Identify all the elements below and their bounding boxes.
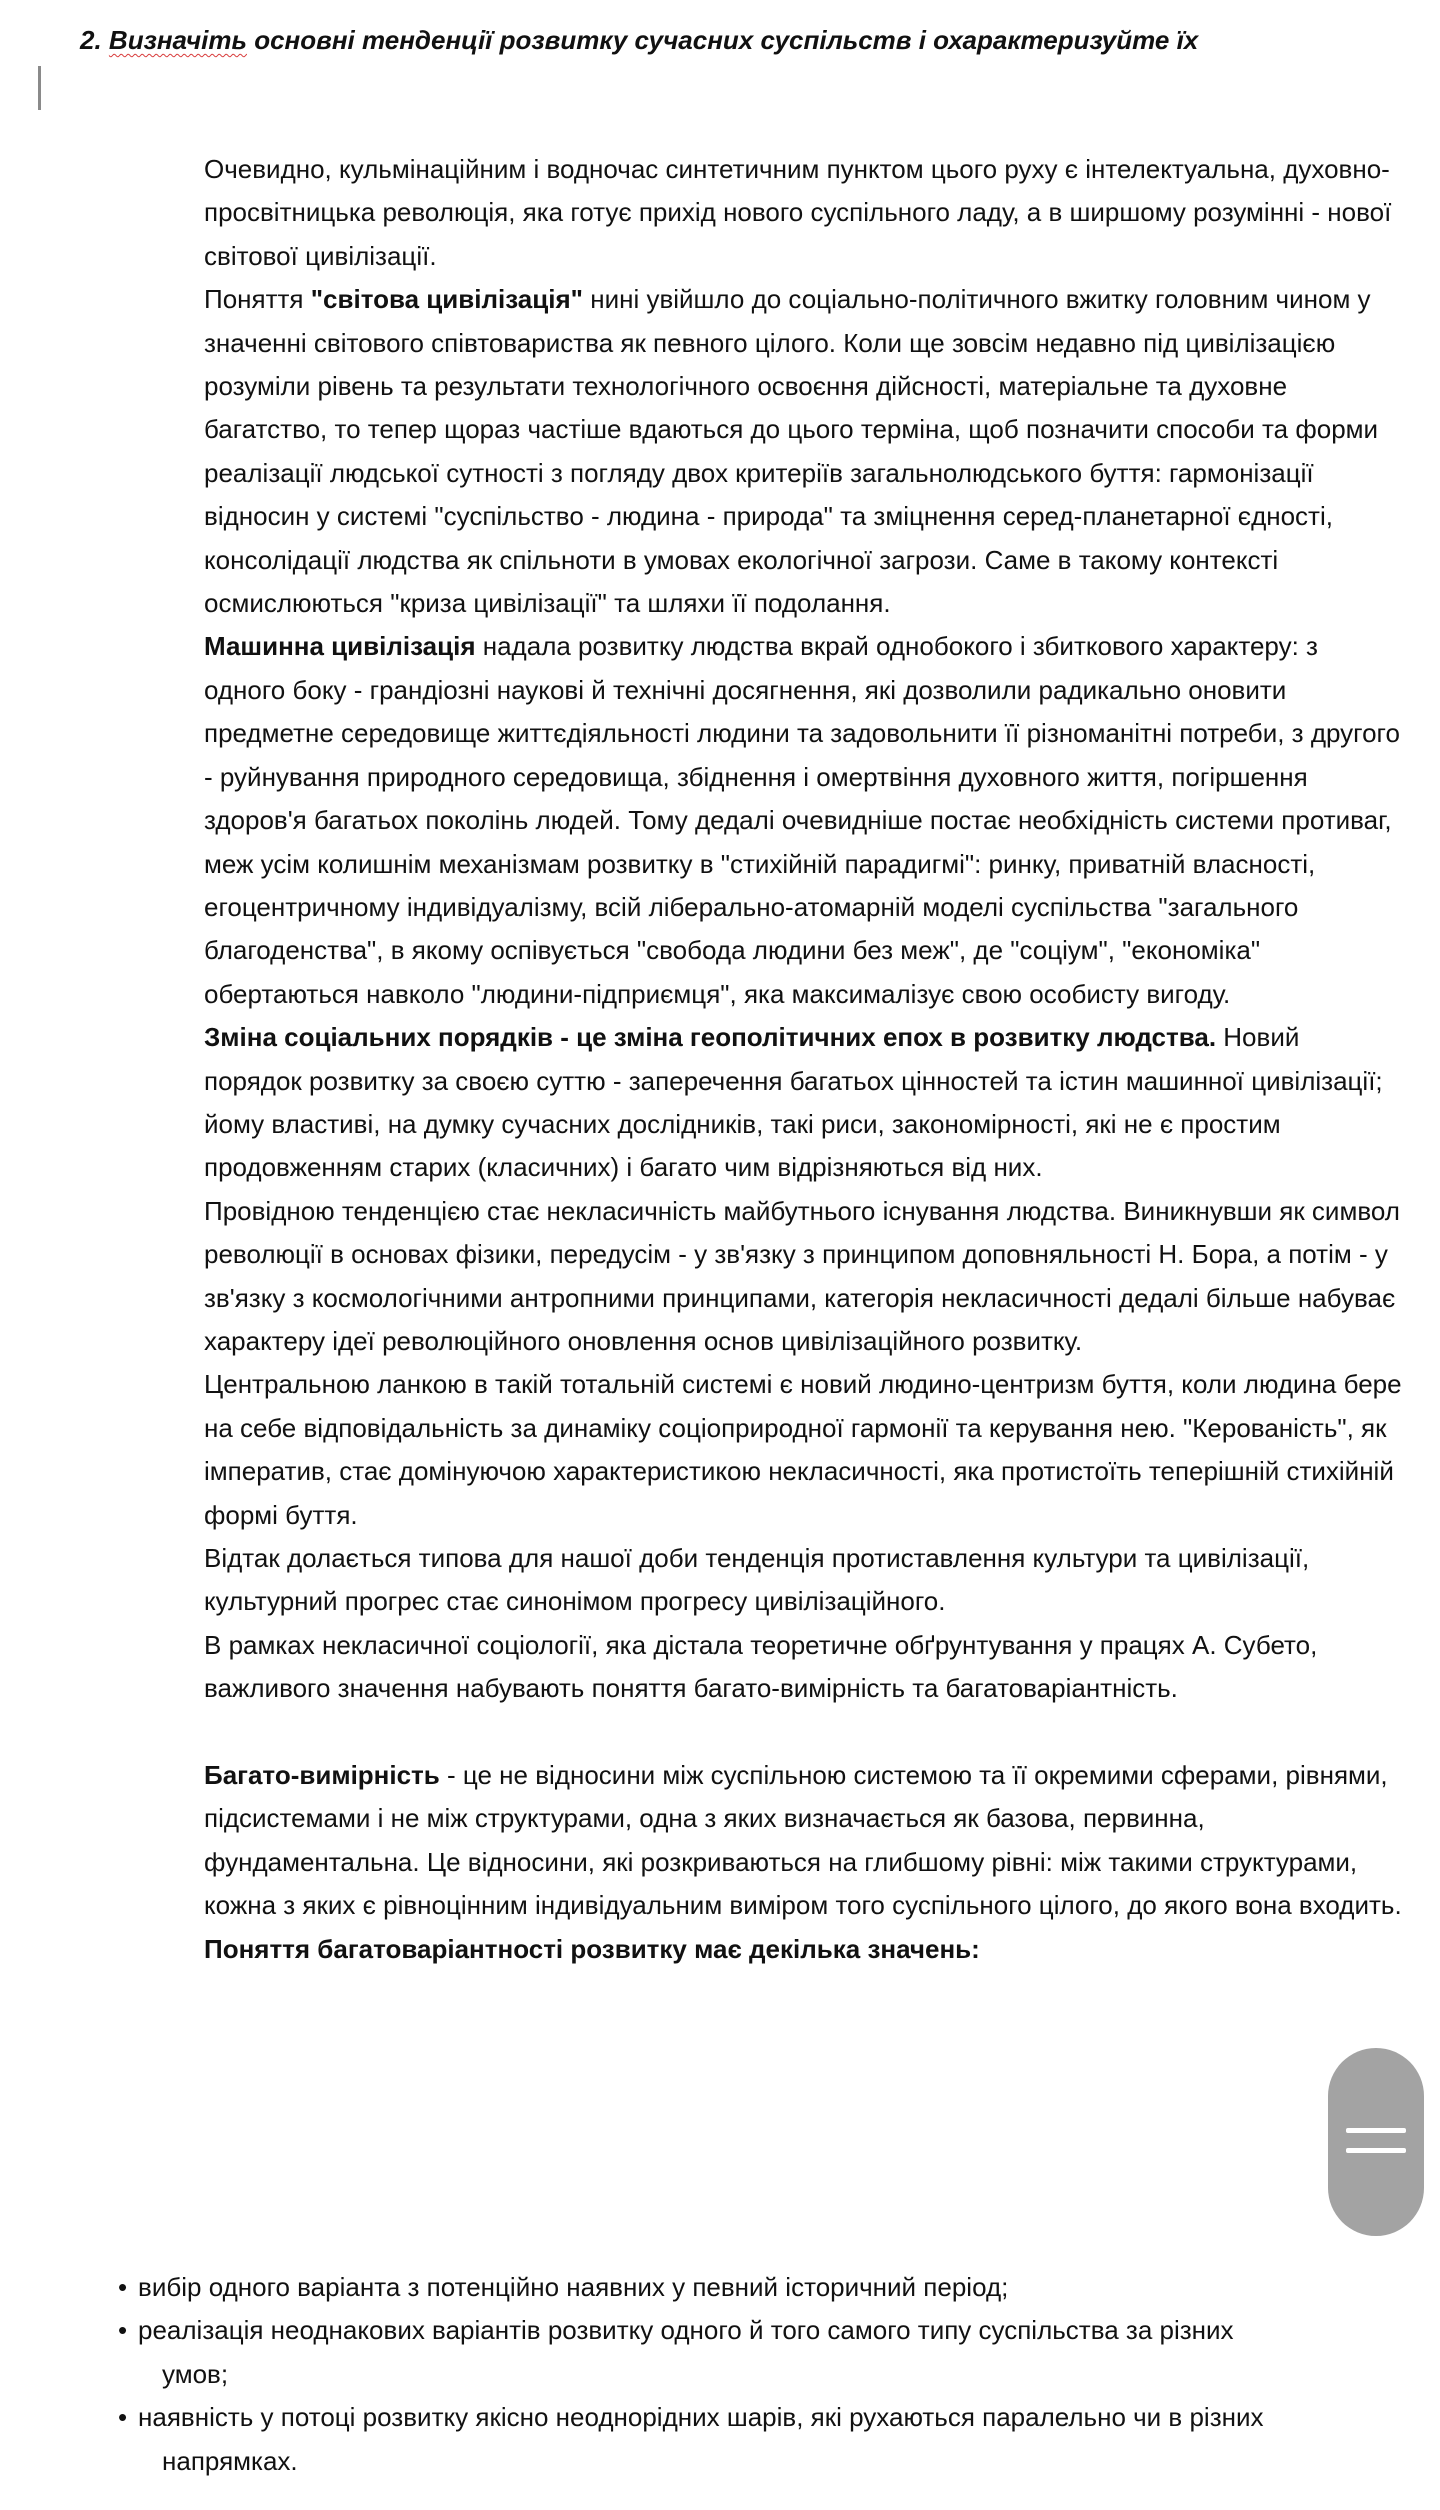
paragraph-multidimensionality (204, 1754, 1404, 1928)
list-item (118, 2266, 1368, 2309)
bold-term: Поняття багатоваріантності розвитку має декілька значень: (204, 1933, 980, 1964)
bold-term: Багато-вимірність (204, 1760, 440, 1791)
document-body (204, 148, 1404, 1971)
paragraph-text: В рамках некласичної соціології, яка дістала теоретичне обґрунтування у працях А. Субето, важливого значення набувають поняття багато-вимірність та багатоваріантність. (204, 1629, 1318, 1704)
text-cursor (38, 66, 41, 110)
bullet-icon: • (118, 2315, 128, 2346)
bold-term: Машинна цивілізація (204, 631, 476, 662)
paragraph-text: нині увійшло до соціально-політичного вжитку головним чином у значенні світового співтовариства як певного цілого. Коли ще зовсім недавно під цивілізацією розуміли рівень та результати технологічного освоєння дійсності, матеріальне та духовне багатство, то тепер щораз частіше вдаються до цього терміна, щоб позначити способи та форми реалізації людської сутності з погляду двох критеріїв загальнолюдського буття: гармонізації відносин у системі "суспільство - людина - природа" та зміцнення серед-планетарної єдності, консолідації людства як спільноти в умовах екологічної загрози. Саме в такому контексті осмислюються "криза цивілізації" та шляхи її подолання. (204, 284, 1379, 619)
paragraph-text: - це не відносини між суспільною системою та її окремими сферами, рівнями, підсистемами і не між структурами, одна з яких визначається як базова, первинна, фундаментальна. Це відносини, які розкриваються на глибшому рівні: між такими структурами, кожна з яких є рівноцінним індивідуальним виміром того суспільного цілого, до якого вона входить. (204, 1760, 1402, 1921)
bullet-icon: • (118, 2402, 128, 2433)
list-item-text: вибір одного варіанта з потенційно наявних у певний історичний період; (138, 2272, 1009, 2302)
list-item (118, 2309, 1368, 2396)
bullet-icon: • (118, 2272, 128, 2302)
paragraph-nonclassicality (204, 1190, 1404, 1364)
paragraph-text: Поняття (204, 284, 311, 315)
bold-term: Зміна соціальних порядків - це зміна геополітичних епох в розвитку людства. (204, 1022, 1217, 1053)
paragraph-text: Провідною тенденцією стає некласичність майбутнього існування людства. Виникнувши як символ революції в основах фізики, передусім - у зв'язку з принципом доповняльності Н. Бора, а потім - у зв'язку з космологічними антропними принципами, категорія некласичності дедалі більше набуває характеру ідеї революційного оновлення основ цивілізаційного розвитку. (204, 1195, 1400, 1356)
paragraph-human-centrism (204, 1363, 1404, 1537)
paragraph-social-orders (204, 1016, 1404, 1190)
paragraph-multivariance-heading (204, 1928, 1404, 1971)
scroll-handle[interactable] (1328, 2048, 1424, 2236)
list-item (118, 2396, 1368, 2483)
list-item-continuation: напрямках. (162, 2445, 298, 2476)
grip-line-icon (1346, 2128, 1406, 2133)
paragraph-culture-civilization (204, 1537, 1404, 1624)
bullet-list (118, 2266, 1368, 2483)
paragraph-intellectual-revolution (204, 148, 1404, 278)
question-heading (80, 22, 1400, 58)
paragraph-nonclassical-sociology (204, 1624, 1404, 1711)
list-item-text: реалізація неоднакових варіантів розвитку одного й того самого типу суспільства за різних (138, 2315, 1234, 2346)
paragraph-text: Відтак долається типова для нашої доби тенденція протиставлення культури та цивілізації, культурний прогрес стає синонімом прогресу цивілізаційного. (204, 1543, 1310, 1617)
paragraph-text: Очевидно, кульмінаційним і водночас синтетичним пунктом цього руху є інтелектуальна, духовно-просвітницька революція, яка готує прихід нового суспільного ладу, а в ширшому розумінні - нової світової цивілізації. (204, 154, 1392, 271)
list-item-continuation: умов; (162, 2358, 229, 2389)
question-number: 2. (80, 25, 102, 55)
list-item-text: наявність у потоці розвитку якісно неоднорідних шарів, які рухаються паралельно чи в різних (138, 2402, 1264, 2433)
bold-term: "світова цивілізація" (310, 284, 583, 315)
paragraph-machine-civilization (204, 625, 1404, 1016)
heading-text: основні тенденції розвитку сучасних суспільств і охарактеризуйте їх (254, 25, 1199, 55)
grip-line-icon (1346, 2148, 1406, 2153)
paragraph-text: надала розвитку людства вкрай однобокого і збиткового характеру: з одного боку - грандіозні наукові й технічні досягнення, які дозволили радикально оновити предметне середовище життєдіяльності людини та задовольнити її різноманітні потреби, з другого - руйнування природного середовища, збіднення і омертвіння духовного життя, погіршення здоров'я багатьох поколінь людей. Тому дедалі очевидніше постає необхідність системи противаг, меж усім колишнім механізмам розвитку в "стихійній парадигмі": ринку, приватній власності, егоцентричному індивідуалізму, всій ліберально-атомарній моделі суспільства "загального благоденства", в якому оспівується "свобода людини без меж", де "соціум", "економіка" обертаються навколо "людини-підприємця", яка максималізує свою особисту вигоду. (204, 631, 1400, 1009)
paragraph-text: Центральною ланкою в такій тотальній системі є новий людино-центризм буття, коли людина бере на себе відповідальність за динаміку соціоприродної гармонії та керування нею. "Керованість", як імператив, стає домінуючою характеристикою некласичності, яка протистоїть теперішній стихійній формі буття. (204, 1369, 1402, 1530)
paragraph-world-civilization (204, 278, 1404, 625)
paragraph-text: Новий порядок розвитку за своєю суттю - заперечення багатьох цінностей та істин машинної цивілізації; йому властиві, на думку сучасних дослідників, такі риси, закономірності, які не є простим продовженням старих (класичних) і багато чим відрізняються від них. (204, 1022, 1383, 1183)
empty-line (204, 1711, 1404, 1754)
heading-spellchecked-word: Визначіть (108, 25, 247, 55)
